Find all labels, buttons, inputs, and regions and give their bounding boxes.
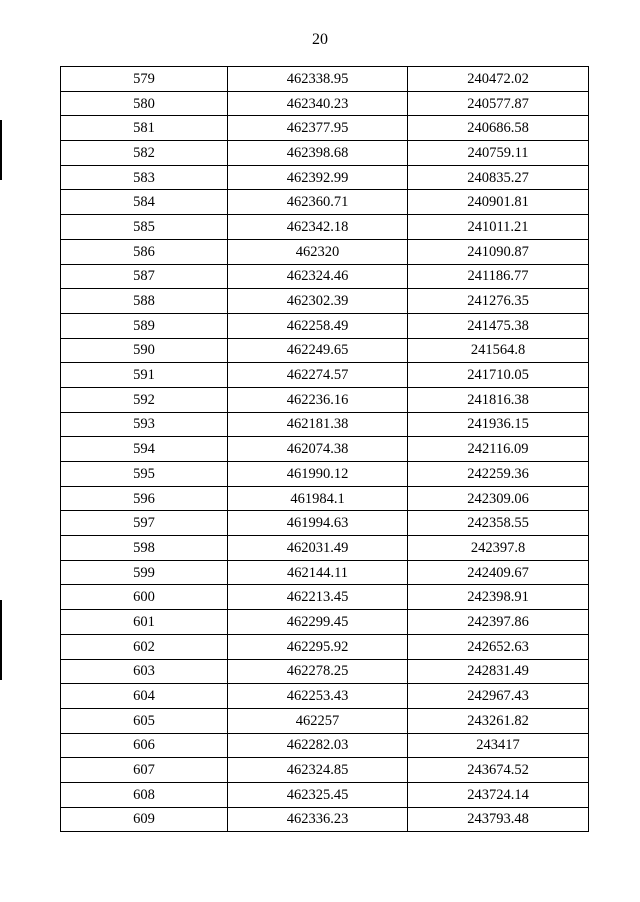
y-coordinate-cell: 241475.38 bbox=[408, 313, 589, 338]
point-number-cell: 599 bbox=[61, 560, 228, 585]
x-coordinate-cell: 462074.38 bbox=[228, 437, 408, 462]
table-row bbox=[61, 437, 589, 462]
table-row bbox=[61, 708, 589, 733]
y-coordinate-cell: 240472.02 bbox=[408, 67, 589, 92]
y-coordinate-cell: 243417 bbox=[408, 733, 589, 758]
x-coordinate-cell: 462236.16 bbox=[228, 387, 408, 412]
point-number-cell: 592 bbox=[61, 387, 228, 412]
y-coordinate-cell: 242831.49 bbox=[408, 659, 589, 684]
x-coordinate-cell: 462274.57 bbox=[228, 363, 408, 388]
table-row bbox=[61, 585, 589, 610]
y-coordinate-cell: 240901.81 bbox=[408, 190, 589, 215]
y-coordinate-cell: 241710.05 bbox=[408, 363, 589, 388]
y-coordinate-cell: 242409.67 bbox=[408, 560, 589, 585]
point-number-cell: 602 bbox=[61, 634, 228, 659]
table-row bbox=[61, 486, 589, 511]
y-coordinate-cell: 242397.8 bbox=[408, 536, 589, 561]
table-row bbox=[61, 363, 589, 388]
table-row bbox=[61, 190, 589, 215]
x-coordinate-cell: 462320 bbox=[228, 239, 408, 264]
point-number-cell: 608 bbox=[61, 782, 228, 807]
y-coordinate-cell: 241936.15 bbox=[408, 412, 589, 437]
point-number-cell: 585 bbox=[61, 215, 228, 240]
point-number-cell: 609 bbox=[61, 807, 228, 832]
y-coordinate-cell: 242116.09 bbox=[408, 437, 589, 462]
point-number-cell: 598 bbox=[61, 536, 228, 561]
table-row bbox=[61, 782, 589, 807]
point-number-cell: 590 bbox=[61, 338, 228, 363]
table-row bbox=[61, 116, 589, 141]
table-row bbox=[61, 536, 589, 561]
x-coordinate-cell: 461990.12 bbox=[228, 462, 408, 487]
point-number-cell: 601 bbox=[61, 610, 228, 635]
x-coordinate-cell: 462213.45 bbox=[228, 585, 408, 610]
point-number-cell: 589 bbox=[61, 313, 228, 338]
table-row bbox=[61, 215, 589, 240]
x-coordinate-cell: 462282.03 bbox=[228, 733, 408, 758]
y-coordinate-cell: 240686.58 bbox=[408, 116, 589, 141]
y-coordinate-cell: 243793.48 bbox=[408, 807, 589, 832]
table-row bbox=[61, 239, 589, 264]
y-coordinate-cell: 243674.52 bbox=[408, 758, 589, 783]
y-coordinate-cell: 243724.14 bbox=[408, 782, 589, 807]
table-row bbox=[61, 758, 589, 783]
table-row bbox=[61, 264, 589, 289]
x-coordinate-cell: 462324.46 bbox=[228, 264, 408, 289]
y-coordinate-cell: 243261.82 bbox=[408, 708, 589, 733]
point-number-cell: 607 bbox=[61, 758, 228, 783]
x-coordinate-cell: 461994.63 bbox=[228, 511, 408, 536]
y-coordinate-cell: 241276.35 bbox=[408, 289, 589, 314]
point-number-cell: 586 bbox=[61, 239, 228, 264]
x-coordinate-cell: 462324.85 bbox=[228, 758, 408, 783]
point-number-cell: 582 bbox=[61, 141, 228, 166]
point-number-cell: 583 bbox=[61, 165, 228, 190]
point-number-cell: 588 bbox=[61, 289, 228, 314]
table-row bbox=[61, 733, 589, 758]
point-number-cell: 604 bbox=[61, 684, 228, 709]
table-row bbox=[61, 560, 589, 585]
x-coordinate-cell: 462342.18 bbox=[228, 215, 408, 240]
table-row bbox=[61, 91, 589, 116]
table-row bbox=[61, 684, 589, 709]
point-number-cell: 600 bbox=[61, 585, 228, 610]
x-coordinate-cell: 462253.43 bbox=[228, 684, 408, 709]
y-coordinate-cell: 241816.38 bbox=[408, 387, 589, 412]
y-coordinate-cell: 241090.87 bbox=[408, 239, 589, 264]
table-row bbox=[61, 338, 589, 363]
point-number-cell: 584 bbox=[61, 190, 228, 215]
table-row bbox=[61, 634, 589, 659]
table-row bbox=[61, 387, 589, 412]
table-row bbox=[61, 511, 589, 536]
y-coordinate-cell: 241186.77 bbox=[408, 264, 589, 289]
point-number-cell: 580 bbox=[61, 91, 228, 116]
x-coordinate-cell: 462031.49 bbox=[228, 536, 408, 561]
point-number-cell: 587 bbox=[61, 264, 228, 289]
x-coordinate-cell: 462299.45 bbox=[228, 610, 408, 635]
y-coordinate-cell: 240759.11 bbox=[408, 141, 589, 166]
point-number-cell: 579 bbox=[61, 67, 228, 92]
y-coordinate-cell: 241011.21 bbox=[408, 215, 589, 240]
point-number-cell: 603 bbox=[61, 659, 228, 684]
point-number-cell: 581 bbox=[61, 116, 228, 141]
x-coordinate-cell: 462144.11 bbox=[228, 560, 408, 585]
x-coordinate-cell: 462340.23 bbox=[228, 91, 408, 116]
table-row bbox=[61, 313, 589, 338]
x-coordinate-cell: 462295.92 bbox=[228, 634, 408, 659]
table-row bbox=[61, 462, 589, 487]
scan-edge-mark bbox=[0, 120, 2, 180]
point-number-cell: 593 bbox=[61, 412, 228, 437]
table-row bbox=[61, 807, 589, 832]
x-coordinate-cell: 462249.65 bbox=[228, 338, 408, 363]
y-coordinate-cell: 242967.43 bbox=[408, 684, 589, 709]
y-coordinate-cell: 240835.27 bbox=[408, 165, 589, 190]
x-coordinate-cell: 462338.95 bbox=[228, 67, 408, 92]
x-coordinate-cell: 462336.23 bbox=[228, 807, 408, 832]
x-coordinate-cell: 462258.49 bbox=[228, 313, 408, 338]
x-coordinate-cell: 462377.95 bbox=[228, 116, 408, 141]
y-coordinate-cell: 242397.86 bbox=[408, 610, 589, 635]
y-coordinate-cell: 241564.8 bbox=[408, 338, 589, 363]
coordinate-table-body bbox=[61, 67, 589, 832]
y-coordinate-cell: 242309.06 bbox=[408, 486, 589, 511]
x-coordinate-cell: 462325.45 bbox=[228, 782, 408, 807]
point-number-cell: 606 bbox=[61, 733, 228, 758]
x-coordinate-cell: 462398.68 bbox=[228, 141, 408, 166]
y-coordinate-cell: 242358.55 bbox=[408, 511, 589, 536]
x-coordinate-cell: 462360.71 bbox=[228, 190, 408, 215]
x-coordinate-cell: 462181.38 bbox=[228, 412, 408, 437]
page-number: 20 bbox=[312, 31, 328, 48]
y-coordinate-cell: 240577.87 bbox=[408, 91, 589, 116]
table-row bbox=[61, 141, 589, 166]
x-coordinate-cell: 461984.1 bbox=[228, 486, 408, 511]
table-row bbox=[61, 165, 589, 190]
point-number-cell: 595 bbox=[61, 462, 228, 487]
table-row bbox=[61, 289, 589, 314]
table-row bbox=[61, 659, 589, 684]
coordinate-table bbox=[60, 66, 589, 832]
table-row bbox=[61, 610, 589, 635]
point-number-cell: 591 bbox=[61, 363, 228, 388]
x-coordinate-cell: 462302.39 bbox=[228, 289, 408, 314]
y-coordinate-cell: 242652.63 bbox=[408, 634, 589, 659]
point-number-cell: 605 bbox=[61, 708, 228, 733]
point-number-cell: 596 bbox=[61, 486, 228, 511]
x-coordinate-cell: 462278.25 bbox=[228, 659, 408, 684]
x-coordinate-cell: 462257 bbox=[228, 708, 408, 733]
x-coordinate-cell: 462392.99 bbox=[228, 165, 408, 190]
y-coordinate-cell: 242259.36 bbox=[408, 462, 589, 487]
y-coordinate-cell: 242398.91 bbox=[408, 585, 589, 610]
table-row bbox=[61, 412, 589, 437]
table-row bbox=[61, 67, 589, 92]
point-number-cell: 594 bbox=[61, 437, 228, 462]
scan-edge-mark bbox=[0, 600, 2, 680]
point-number-cell: 597 bbox=[61, 511, 228, 536]
